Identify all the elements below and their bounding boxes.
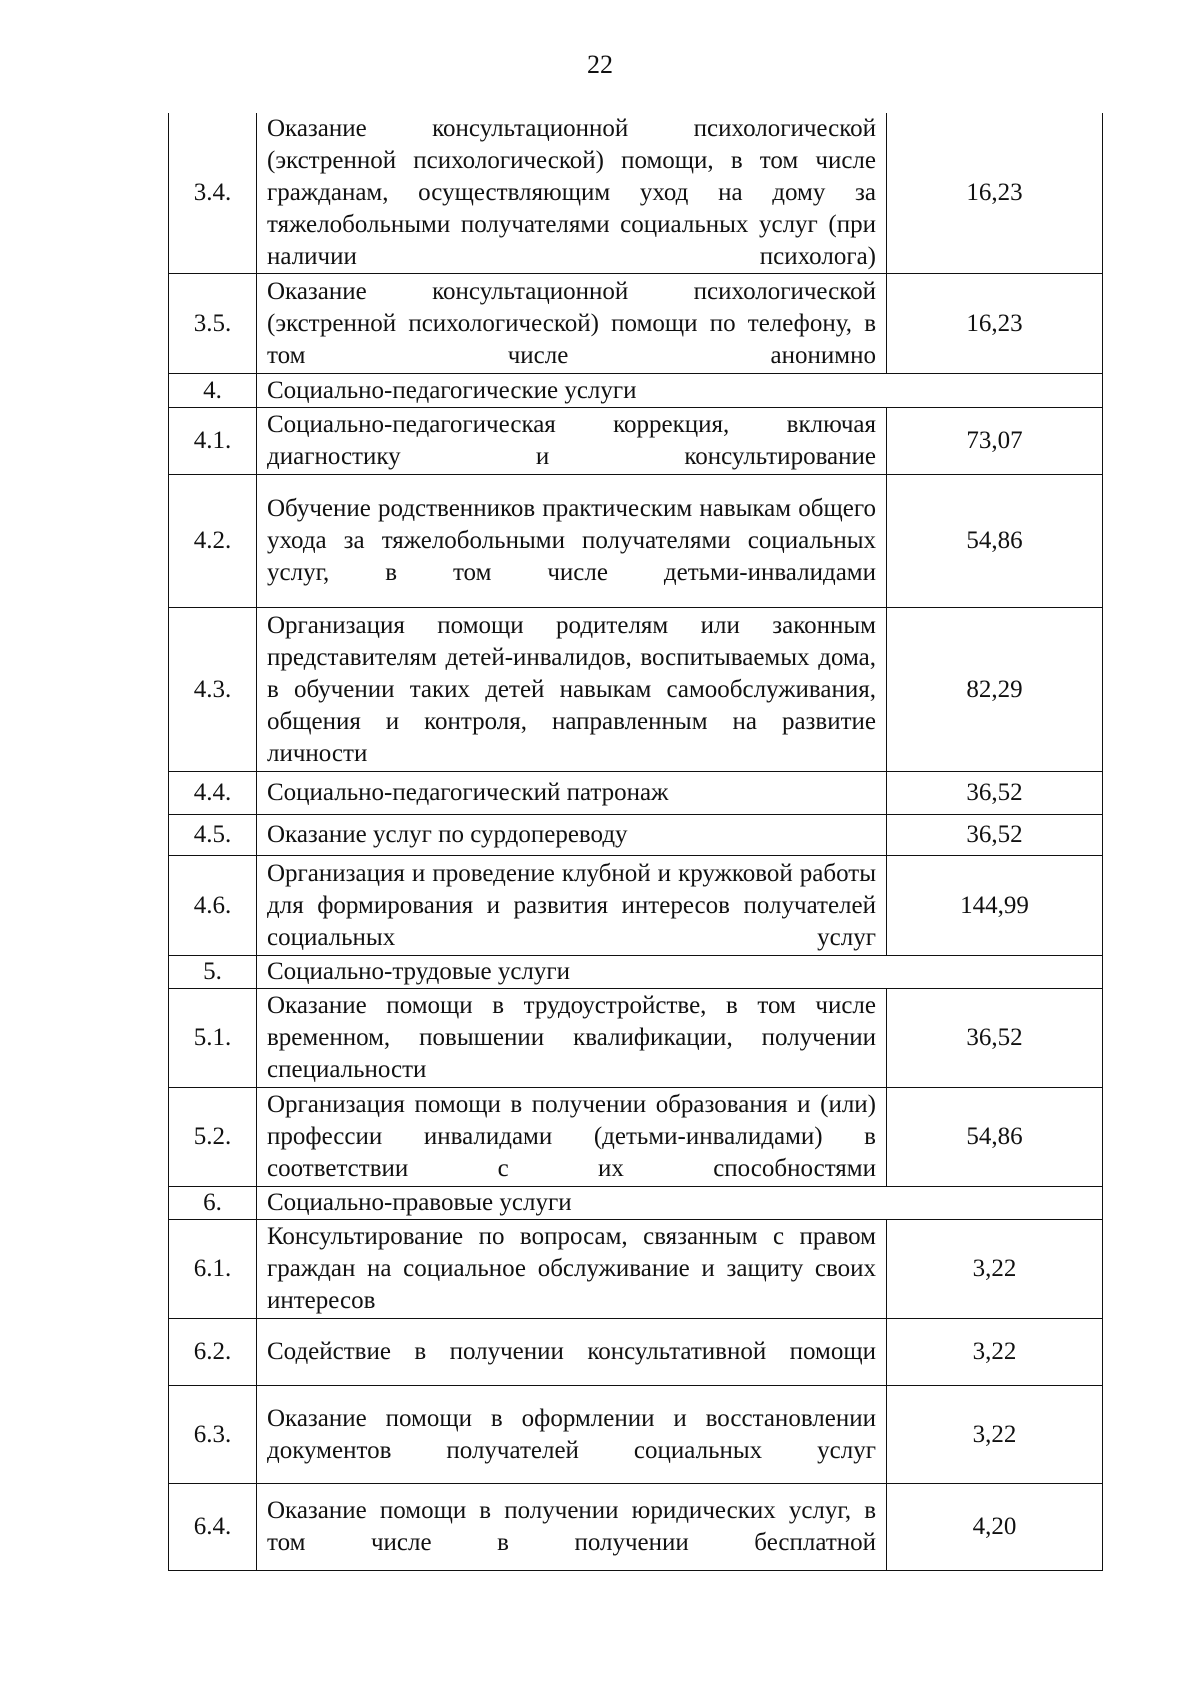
table-row (169, 274, 1103, 374)
row-number: 6.1. (169, 1220, 257, 1319)
service-price: 54,86 (887, 475, 1103, 608)
section-title: Социально-трудовые услуги (257, 956, 1103, 989)
service-name: Организация помощи родителям или законным представителям детей-инвалидов, воспитываемых дома, в обучении таких детей навыкам самообслуживания, общения и контроля, направленным на развитие личности (257, 608, 887, 772)
section-number: 6. (169, 1187, 257, 1220)
row-number: 5.2. (169, 1088, 257, 1187)
row-number: 3.5. (169, 274, 257, 374)
service-price: 3,22 (887, 1386, 1103, 1484)
table-row (169, 1088, 1103, 1187)
service-name: Оказание консультационной психологической (экстренной психологической) помощи, в том числе гражданам, осуществляющим уход на дому за тяжелобольными получателями социальных услуг (при наличии психолога) (257, 113, 887, 274)
row-number: 4.3. (169, 608, 257, 772)
service-name: Консультирование по вопросам, связанным с правом граждан на социальное обслуживание и защиту своих интересов (257, 1220, 887, 1319)
service-name: Оказание помощи в оформлении и восстановлении документов получателей социальных услуг (257, 1386, 887, 1484)
service-name: Оказание консультационной психологической (экстренной психологической) помощи по телефону, в том числе анонимно (257, 274, 887, 374)
table-row (169, 1220, 1103, 1319)
service-name: Социально-педагогическая коррекция, включая диагностику и консультирование (257, 408, 887, 475)
section-row (169, 374, 1103, 408)
service-price: 82,29 (887, 608, 1103, 772)
service-name: Обучение родственников практическим навыкам общего ухода за тяжелобольными получателями социальных услуг, в том числе детьми-инвалидами (257, 475, 887, 608)
table-row (169, 856, 1103, 956)
table-row (169, 608, 1103, 772)
service-name: Оказание помощи в получении юридических услуг, в том числе в получении бесплатной (257, 1484, 887, 1571)
service-name: Оказание помощи в трудоустройстве, в том числе временном, повышении квалификации, получении специальности (257, 989, 887, 1088)
table-row (169, 1386, 1103, 1484)
row-number: 3.4. (169, 113, 257, 274)
row-number: 4.5. (169, 815, 257, 856)
section-number: 5. (169, 956, 257, 989)
service-price: 16,23 (887, 113, 1103, 274)
table-row (169, 772, 1103, 815)
services-tariff-table (168, 113, 1103, 1571)
service-name: Оказание услуг по сурдопереводу (257, 815, 887, 856)
row-number: 4.1. (169, 408, 257, 475)
row-number: 5.1. (169, 989, 257, 1088)
table-row (169, 1484, 1103, 1571)
table-row (169, 408, 1103, 475)
service-price: 16,23 (887, 274, 1103, 374)
row-number: 6.2. (169, 1319, 257, 1386)
service-price: 36,52 (887, 815, 1103, 856)
section-title: Социально-педагогические услуги (257, 374, 1103, 408)
row-number: 6.3. (169, 1386, 257, 1484)
row-number: 6.4. (169, 1484, 257, 1571)
section-row (169, 956, 1103, 989)
service-price: 3,22 (887, 1220, 1103, 1319)
table-row (169, 989, 1103, 1088)
page-number: 22 (587, 50, 613, 79)
service-price: 73,07 (887, 408, 1103, 475)
section-row (169, 1187, 1103, 1220)
service-price: 36,52 (887, 989, 1103, 1088)
row-number: 4.6. (169, 856, 257, 956)
service-name: Содействие в получении консультативной помощи (257, 1319, 887, 1386)
service-price: 3,22 (887, 1319, 1103, 1386)
row-number: 4.4. (169, 772, 257, 815)
service-price: 54,86 (887, 1088, 1103, 1187)
service-name: Организация помощи в получении образования и (или) профессии инвалидами (детьми-инвалидами) в соответствии с их способностями (257, 1088, 887, 1187)
table-row (169, 113, 1103, 274)
table-row (169, 475, 1103, 608)
service-price: 4,20 (887, 1484, 1103, 1571)
table-row (169, 815, 1103, 856)
service-name: Организация и проведение клубной и кружковой работы для формирования и развития интересов получателей социальных услуг (257, 856, 887, 956)
service-price: 144,99 (887, 856, 1103, 956)
service-price: 36,52 (887, 772, 1103, 815)
row-number: 4.2. (169, 475, 257, 608)
table-row (169, 1319, 1103, 1386)
section-title: Социально-правовые услуги (257, 1187, 1103, 1220)
service-name: Социально-педагогический патронаж (257, 772, 887, 815)
section-number: 4. (169, 374, 257, 408)
